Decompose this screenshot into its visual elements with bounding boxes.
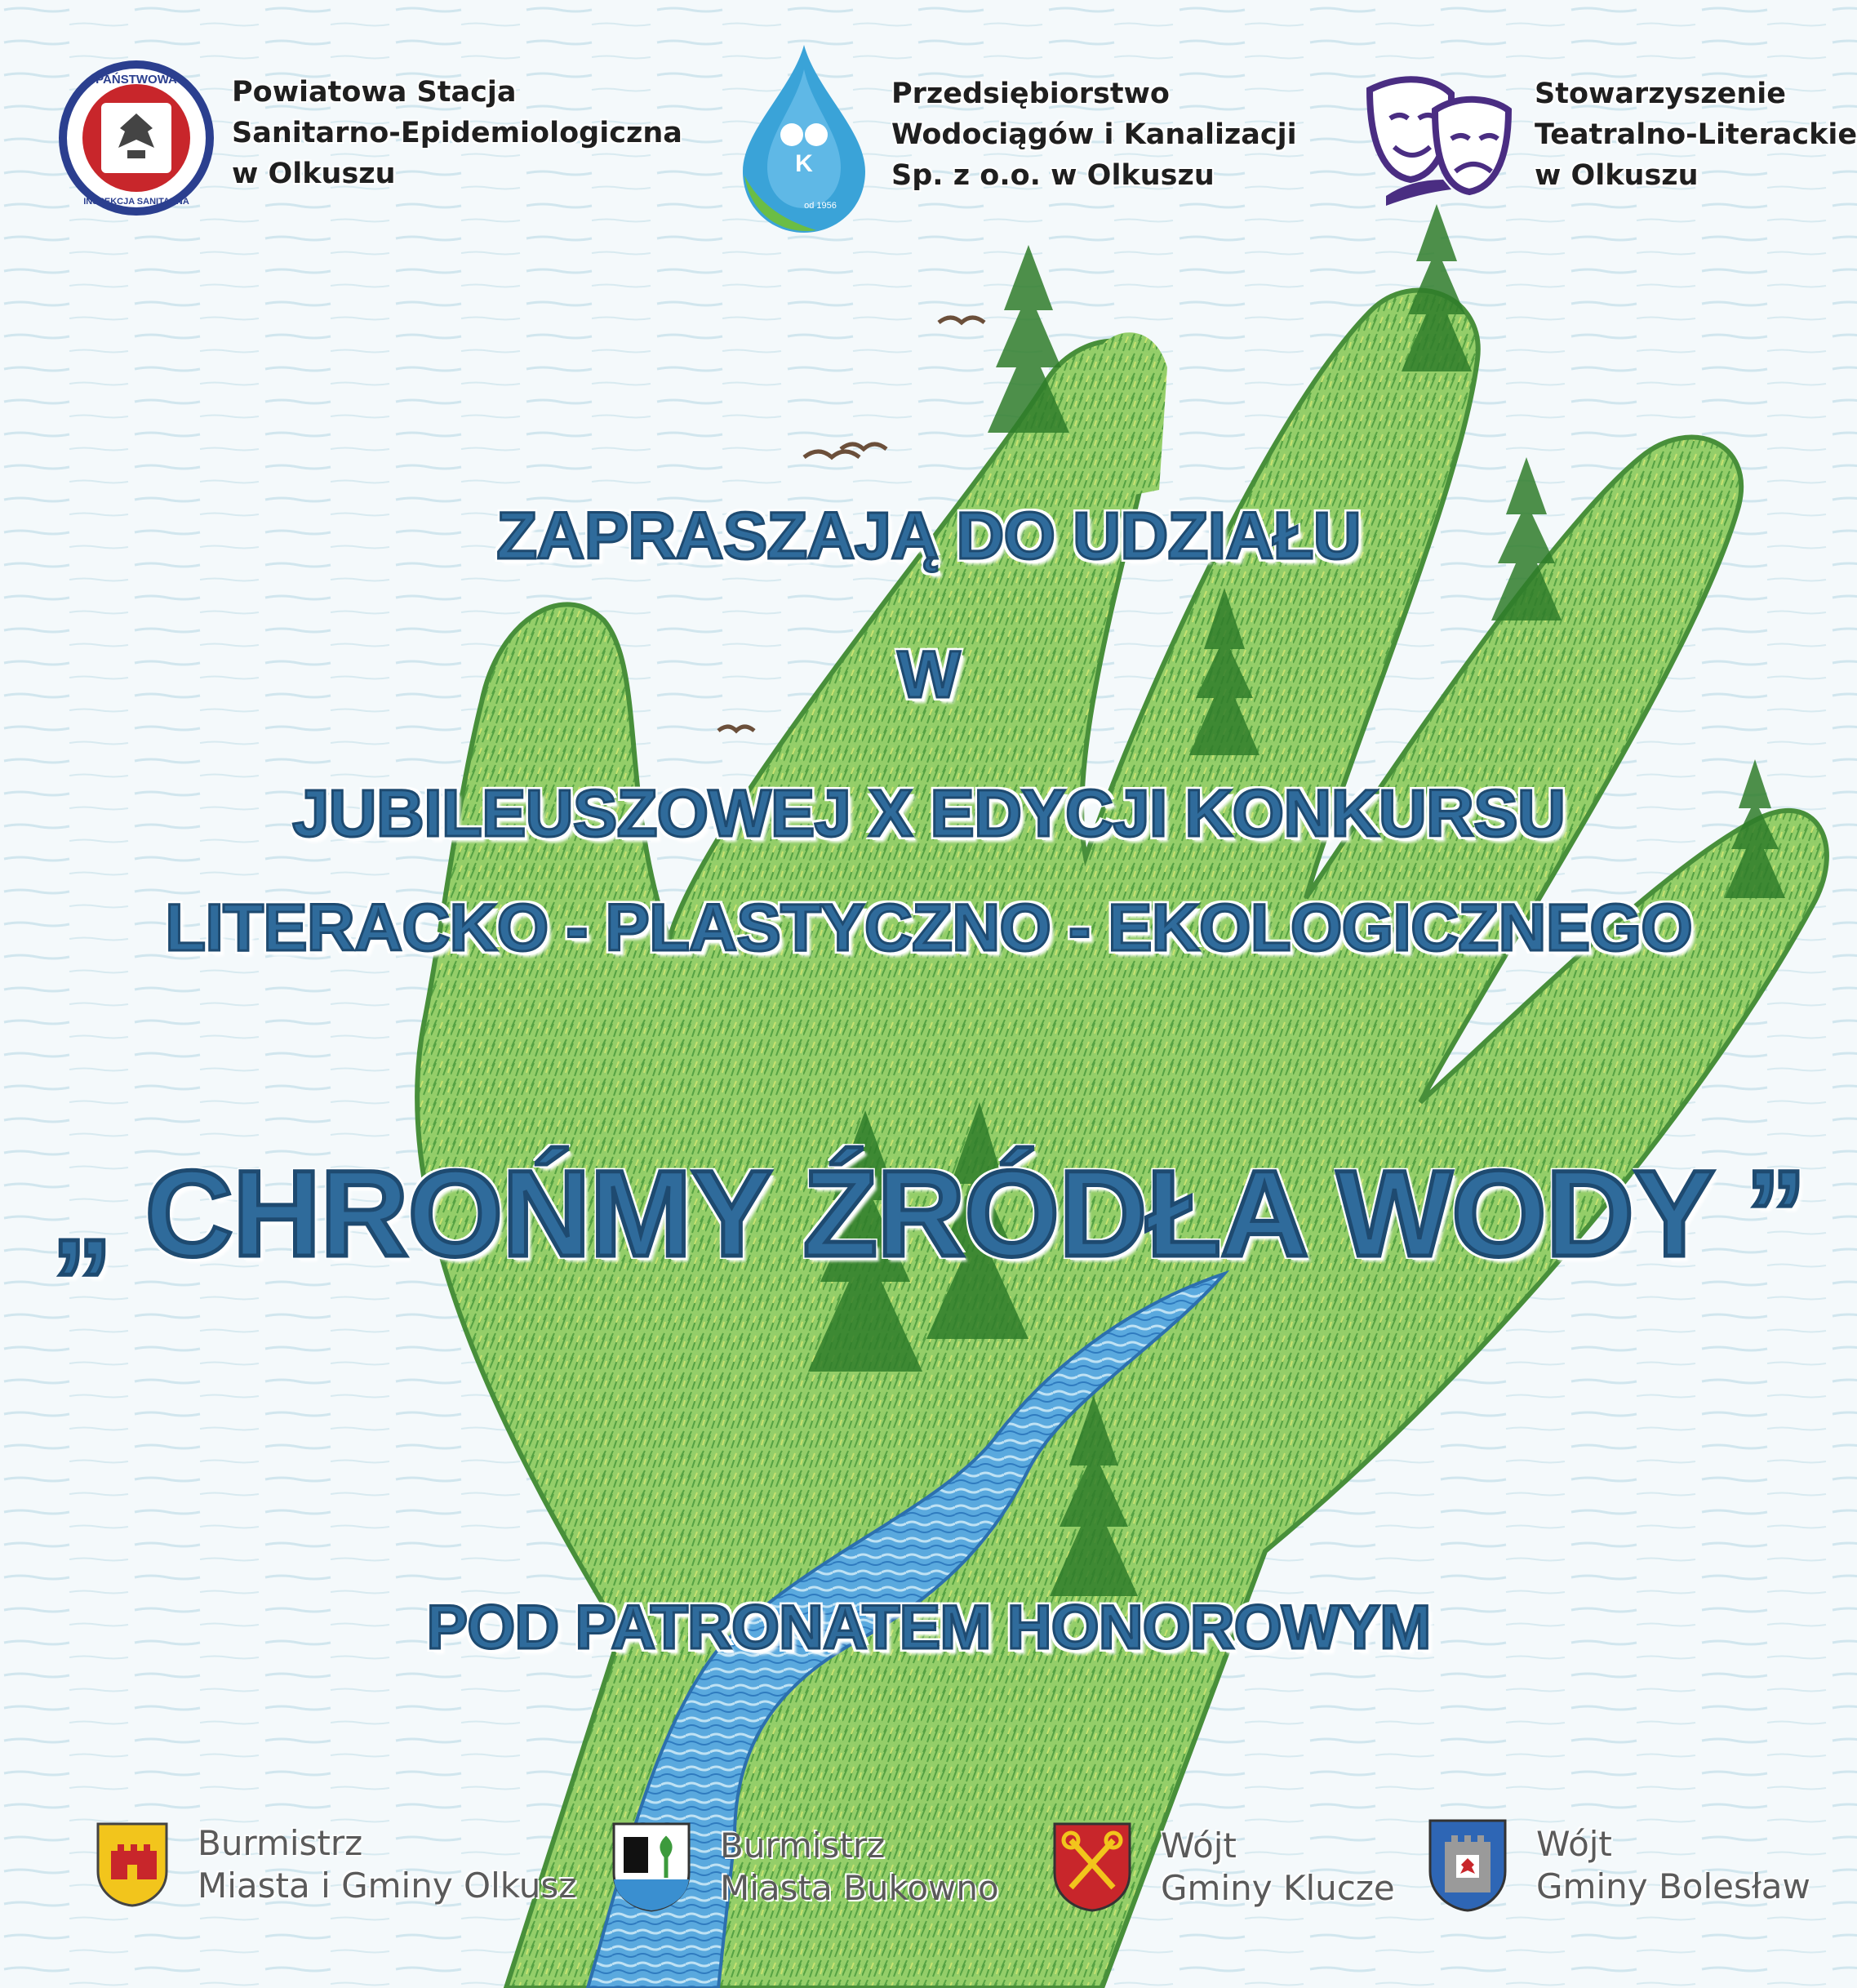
patron-name: Gminy Klucze (1161, 1868, 1395, 1908)
patron-title: Burmistrz (720, 1826, 886, 1866)
patron-bukowno (612, 1822, 999, 1912)
contest-title: „ CHROŃMY ŹRÓDŁA WODY ” (51, 1145, 1806, 1282)
patron-title: Burmistrz (198, 1823, 363, 1863)
organizer-line: Stowarzyszenie (1535, 78, 1786, 110)
organizer-line: Sp. z o.o. w Olkuszu (891, 159, 1215, 192)
patron-olkusz (96, 1822, 576, 1907)
patron-title: Wójt (1161, 1826, 1237, 1866)
klucze-coat-of-arms-icon (1053, 1822, 1131, 1912)
patronage-heading: POD PATRONATEM HONOROWYM (426, 1593, 1431, 1662)
organizer-sanepid (59, 60, 682, 216)
svg-text:K: K (795, 150, 813, 177)
sanitary-inspection-seal-icon (59, 60, 214, 216)
headline-line-1: ZAPRASZAJĄ DO UDZIAŁU (496, 499, 1361, 573)
headline-line-2: W (897, 638, 960, 712)
patron-name: Gminy Bolesław (1536, 1866, 1810, 1906)
organizer-line: Przedsiębiorstwo (891, 78, 1170, 110)
patron-title: Wójt (1536, 1824, 1612, 1864)
patron-boleslaw (1428, 1819, 1810, 1912)
organizer-line: Teatralno-Literackie (1535, 118, 1857, 151)
organizer-line: w Olkuszu (1535, 159, 1699, 192)
organizer-line: Powiatowa Stacja (232, 76, 517, 109)
patron-name: Miasta Bukowno (720, 1868, 999, 1908)
svg-text:PAŃSTWOWA: PAŃSTWOWA (96, 73, 177, 87)
patron-name: Miasta i Gminy Olkusz (198, 1866, 577, 1906)
headline-line-4: LITERACKO - PLASTYCZNO - EKOLOGICZNEGO (165, 891, 1692, 965)
svg-text:INSPEKCJA SANITARNA: INSPEKCJA SANITARNA (83, 197, 189, 207)
boleslaw-coat-of-arms-icon (1428, 1819, 1507, 1912)
organizer-pwik (735, 41, 1297, 237)
olkusz-coat-of-arms-icon (96, 1822, 168, 1907)
theatre-masks-icon (1362, 73, 1517, 212)
bukowno-coat-of-arms-icon (612, 1822, 691, 1912)
organizer-line: w Olkuszu (232, 158, 396, 190)
organizer-line: Sanitarno-Epidemiologiczna (232, 117, 682, 149)
patron-klucze (1053, 1822, 1395, 1912)
headline-line-3: JUBILEUSZOWEJ X EDYCJI KONKURSU (291, 776, 1566, 851)
organizer-line: Wodociągów i Kanalizacji (891, 118, 1297, 151)
svg-text:od 1956: od 1956 (804, 201, 837, 211)
organizer-theatre (1362, 73, 1857, 212)
water-drop-logo-icon (735, 41, 873, 237)
